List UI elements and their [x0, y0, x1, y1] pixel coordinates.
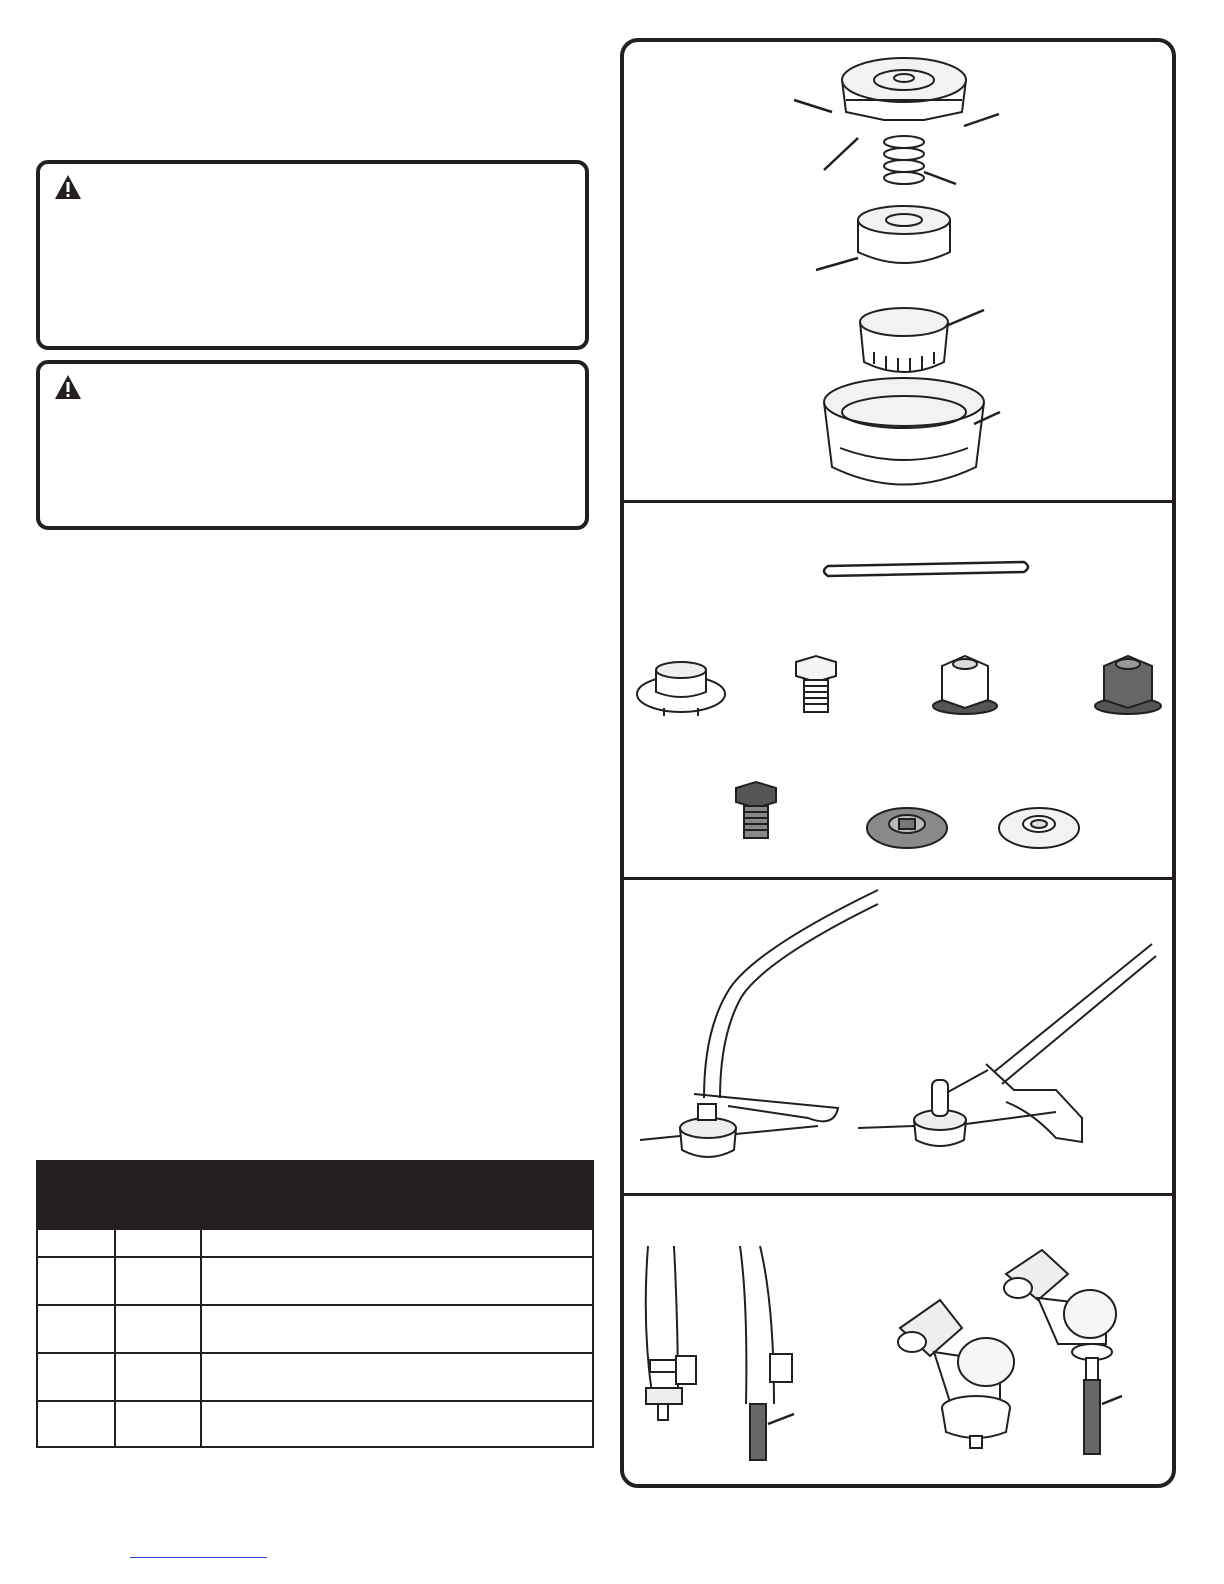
- line-rod-illustration: [820, 560, 1034, 586]
- footer-link-underline[interactable]: [130, 1557, 267, 1558]
- shaft-end-right-illustration: [734, 1244, 824, 1464]
- warning-triangle-icon: [54, 374, 82, 400]
- bolt-silver-illustration: [792, 654, 842, 716]
- table-column-divider: [114, 1228, 116, 1446]
- warning-box-1: [36, 160, 589, 350]
- shaft-end-left-illustration: [638, 1244, 718, 1444]
- curved-shaft-trimmer-illustration: [638, 888, 888, 1178]
- washer-light-illustration: [996, 800, 1082, 852]
- flange-cap-illustration: [634, 650, 729, 720]
- panel-divider: [624, 877, 1172, 880]
- panel-divider: [624, 500, 1172, 503]
- gear-head-right-illustration: [998, 1244, 1138, 1464]
- table-row: [38, 1304, 592, 1354]
- table-header: [38, 1162, 592, 1228]
- trimmer-head-exploded-illustration: [794, 52, 1014, 492]
- specifications-table: [36, 1160, 594, 1448]
- table-row: [38, 1256, 592, 1306]
- table-row: [38, 1228, 592, 1258]
- bolt-dark-illustration: [732, 780, 782, 842]
- warning-box-2: [36, 360, 589, 530]
- panel-divider: [624, 1193, 1172, 1196]
- table-row: [38, 1400, 592, 1450]
- flange-nut-dark-illustration: [1092, 654, 1164, 716]
- washer-dark-illustration: [864, 800, 950, 852]
- table-column-divider: [200, 1228, 202, 1446]
- illustration-panel: [620, 38, 1176, 1488]
- warning-triangle-icon: [54, 174, 82, 200]
- table-row: [38, 1352, 592, 1402]
- straight-shaft-trimmer-illustration: [856, 942, 1156, 1172]
- flange-nut-silver-illustration: [930, 654, 1000, 716]
